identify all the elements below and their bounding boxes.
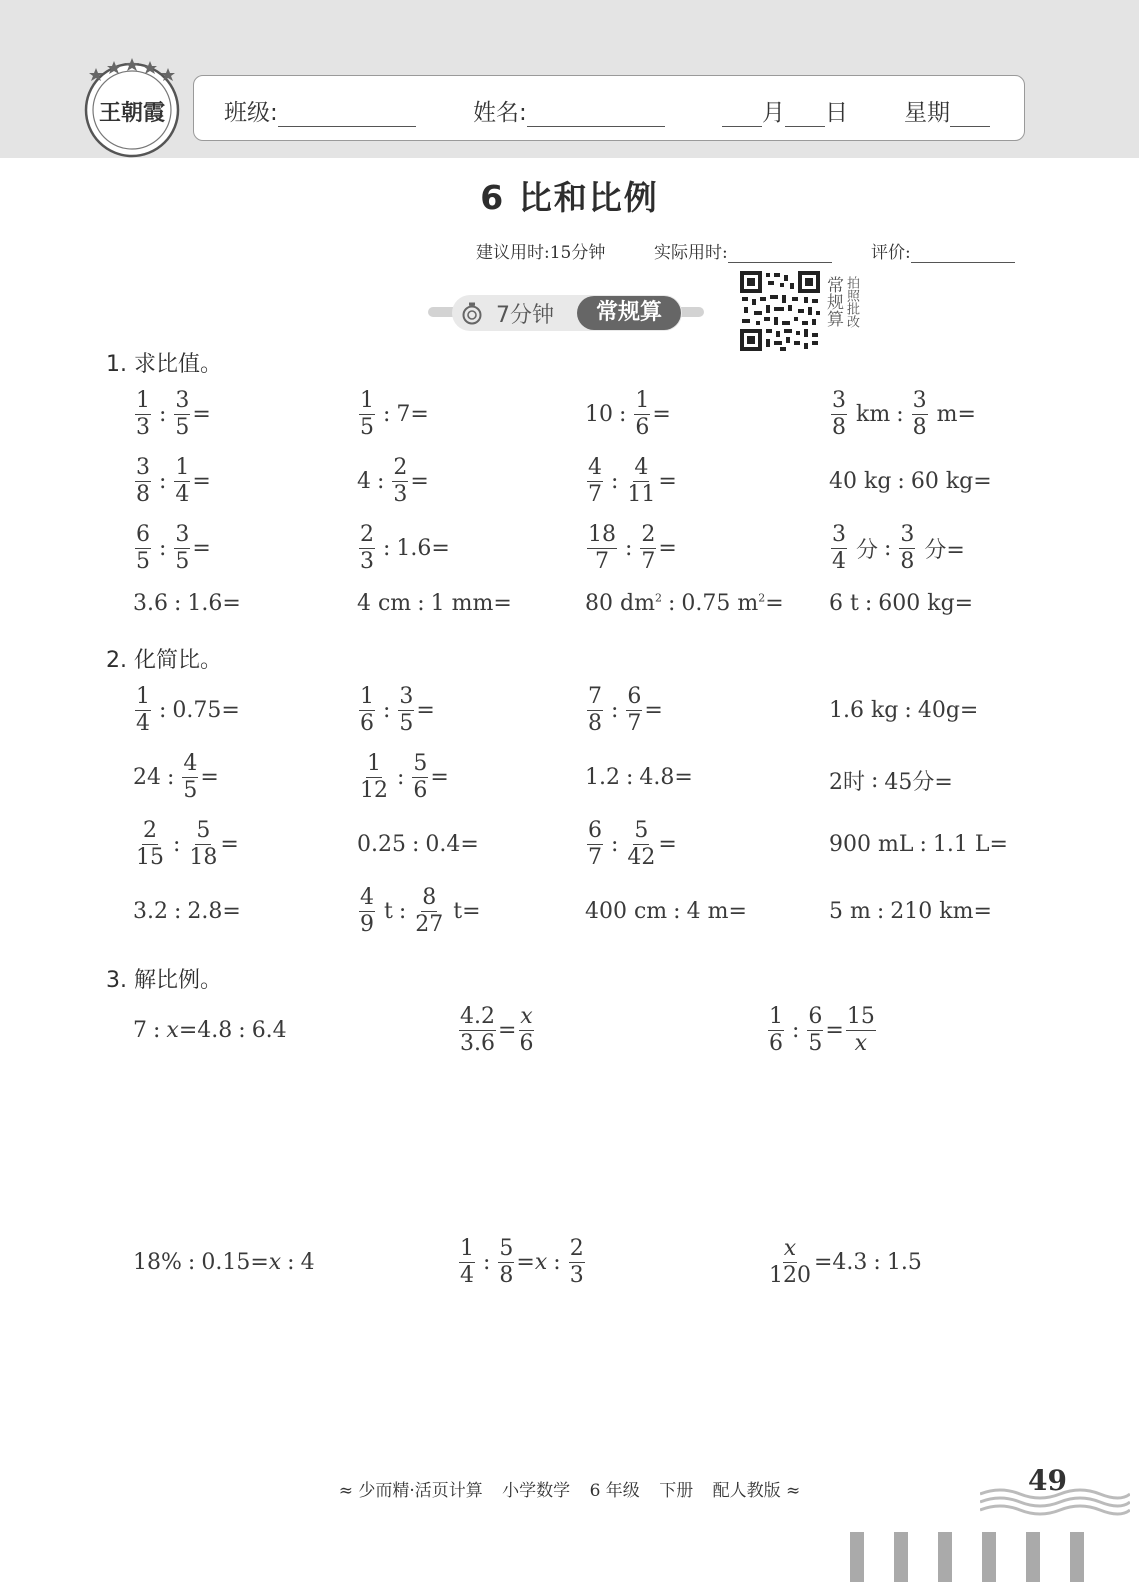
exercise-2-12: 900 mL : 1.1 L=	[829, 832, 1008, 857]
footer	[0, 1476, 1139, 1501]
exercise-1-2: $\frac{1}{5}$ : 7=	[360, 388, 429, 440]
exercise-1-7: $\frac{4}{7}$ : $\frac{4}{11}$ =	[588, 455, 677, 507]
actual-time-label: 实际用时:	[654, 243, 728, 263]
evaluation-blank[interactable]	[911, 244, 1015, 263]
class-label: 班级:	[224, 100, 278, 126]
exercise-3-1: 7 : x =4.8 : 6.4	[133, 1018, 287, 1043]
exercise-2-2: $\frac{1}{6}$ : $\frac{3}{5}$ =	[360, 684, 435, 736]
page-number: 49	[1028, 1464, 1067, 1497]
actual-time-blank[interactable]	[728, 244, 832, 263]
exercise-1-15: 80 $dm^2$ : 0.75 $m^2=$	[585, 591, 784, 616]
exercise-3-2: $\frac{4.2}{3.6}$ = $\frac{x}{6}$	[460, 1004, 534, 1056]
footer-series: ≈ 少而精·活页计算	[338, 1481, 483, 1501]
name-field	[473, 94, 665, 127]
exercise-2-8: 2时 : 45分=	[829, 768, 953, 795]
qr-code-icon[interactable]	[740, 271, 820, 351]
exercise-2-9: $\frac{2}{15}$ : $\frac{5}{18}$ =	[136, 818, 239, 870]
stopwatch-icon	[460, 301, 484, 325]
page-title: 6 比和比例	[480, 178, 659, 217]
exercise-3-5: $\frac{1}{4}$ : $\frac{5}{8}$ = x : $\frac{2}{3}$	[460, 1236, 584, 1288]
exercise-1-10: $\frac{2}{3}$ : 1.6=	[360, 522, 450, 574]
weekday-blank[interactable]	[950, 100, 990, 127]
section-2-heading: 2. 化简比。	[106, 648, 222, 673]
exercise-1-5: $\frac{3}{8}$ : $\frac{1}{4}$ =	[136, 455, 211, 507]
exercise-2-13: 3.2 : 2.8=	[133, 899, 241, 924]
weekday-label: 星期	[904, 100, 950, 126]
month-blank[interactable]	[722, 100, 762, 127]
exercise-3-3: $\frac{1}{6}$ : $\frac{6}{5}$ = $\frac{15}{x}$	[769, 1004, 875, 1056]
evaluation-label: 评价:	[871, 243, 911, 263]
date-field	[722, 94, 848, 127]
name-label: 姓名:	[473, 100, 527, 126]
exercise-1-11: $\frac{18}{7}$ : $\frac{2}{7}$ =	[588, 522, 677, 574]
footer-subject: 小学数学	[502, 1481, 571, 1501]
exercise-1-9: $\frac{6}{5}$ : $\frac{3}{5}$ =	[136, 522, 211, 574]
exercise-2-15: 400 cm : 4 m=	[585, 899, 747, 924]
exercise-3-6: $\frac{x}{120}$ =4.3 : 1.5	[769, 1236, 922, 1288]
exercise-2-14: $\frac{4}{9}$ t : $\frac{8}{27}$ t=	[360, 885, 481, 937]
qr-caption-main: 常规算	[823, 276, 843, 327]
exercise-2-5: 24 : $\frac{4}{5}$ =	[133, 751, 219, 803]
footer-grade: 6 年级	[589, 1481, 640, 1501]
exercise-2-4: 1.6 kg : 40g=	[829, 698, 979, 723]
publisher-logo	[82, 58, 182, 158]
section-1-heading: 1. 求比值。	[106, 352, 222, 377]
exercise-1-3: 10 : $\frac{1}{6}$ =	[585, 388, 671, 440]
actual-time-field	[654, 238, 832, 263]
exercise-2-7: 1.2 : 4.8=	[585, 765, 693, 790]
exercise-3-4: 18% : 0.15= x : 4	[133, 1250, 315, 1275]
wave-decoration-icon	[980, 1486, 1130, 1516]
badge-tag: 常规算	[577, 296, 681, 330]
evaluation-field	[871, 238, 1015, 263]
exercise-2-1: $\frac{1}{4}$ : 0.75=	[136, 684, 240, 736]
exercise-1-8: 40 kg : 60 kg=	[829, 469, 992, 494]
footer-volume: 下册	[659, 1481, 694, 1501]
weekday-field	[904, 94, 990, 127]
qr-caption-small: 拍照批改	[844, 276, 859, 328]
section-3-heading: 3. 解比例。	[106, 968, 222, 993]
exercise-2-6: $\frac{1}{12}$ : $\frac{5}{6}$ =	[360, 751, 449, 803]
exercise-2-11: $\frac{6}{7}$ : $\frac{5}{42}$ =	[588, 818, 677, 870]
exercise-1-1: $\frac{1}{3}$ : $\frac{3}{5}$ =	[136, 388, 211, 440]
day-blank[interactable]	[785, 100, 825, 127]
exercise-1-16: 6 t : 600 kg=	[829, 591, 974, 616]
student-info-box	[193, 75, 1025, 141]
exercise-1-13: 3.6 : 1.6=	[133, 591, 241, 616]
exercise-1-12: $\frac{3}{4}$ 分 : $\frac{3}{8}$ 分=	[832, 522, 965, 574]
day-label: 日	[825, 100, 848, 126]
class-blank[interactable]	[278, 100, 416, 127]
class-field	[224, 94, 416, 127]
tab-bars-decoration	[850, 1532, 1090, 1582]
exercise-2-3: $\frac{7}{8}$ : $\frac{6}{7}$ =	[588, 684, 663, 736]
exercise-1-14: 4 cm : 1 mm=	[357, 591, 512, 616]
exercise-1-4: $\frac{3}{8}$ km : $\frac{3}{8}$ m=	[832, 388, 976, 440]
suggested-time: 建议用时:15分钟	[476, 243, 606, 263]
footer-edition: 配人教版 ≈	[712, 1481, 801, 1501]
logo-text: 王朝霞	[98, 100, 166, 126]
badge-minutes: 7分钟	[496, 303, 554, 328]
month-label: 月	[762, 100, 785, 126]
exercise-2-10: 0.25 : 0.4=	[357, 832, 479, 857]
exercise-1-6: 4 : $\frac{2}{3}$ =	[357, 455, 429, 507]
exercise-2-16: 5 m : 210 km=	[829, 899, 992, 924]
name-blank[interactable]	[527, 100, 665, 127]
